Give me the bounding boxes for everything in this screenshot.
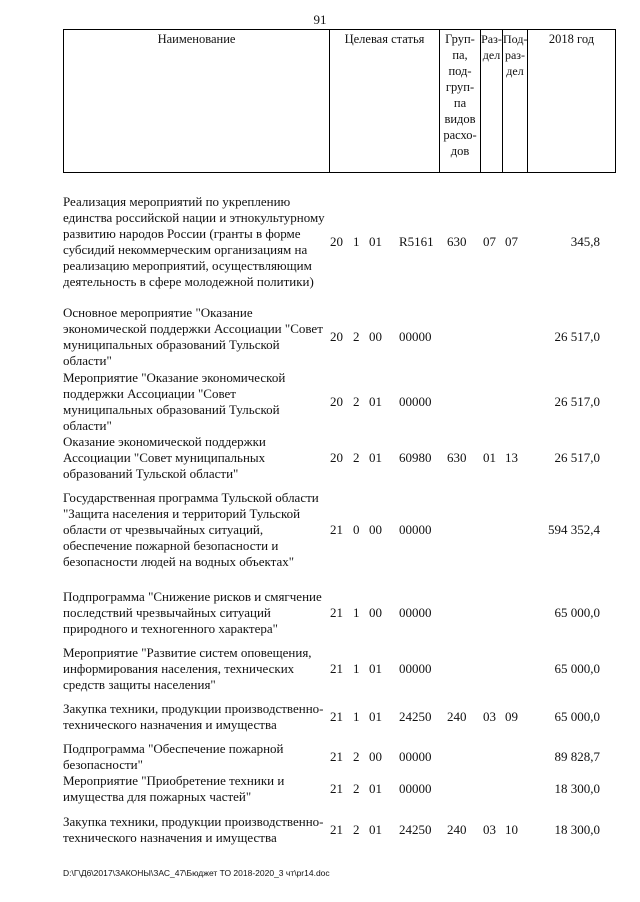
code-subprogram: 1 [353,234,360,249]
code-direction: 24250 [399,822,432,837]
amount: 18 300,0 [554,781,600,796]
table-row [63,814,623,846]
table-row [63,645,623,693]
row-name: Государственная программа Тульской области "Защита населения и территорий Тульской области от чрезвычайных ситуаций, обеспечение пожарной безопасности и безопасности людей на водных объектах" [63,490,319,569]
amount: 26 517,0 [554,450,600,465]
row-name: Закупка техники, продукции производственно-технического назначения и имущества [63,814,324,845]
amount: 26 517,0 [554,394,600,409]
code-event: 01 [369,450,382,465]
code-event: 01 [369,781,382,796]
expense-group: 630 [447,450,467,465]
amount: 65 000,0 [554,605,600,620]
table-row [63,490,623,570]
code-program: 21 [330,749,343,764]
code-program: 21 [330,822,343,837]
code-event: 00 [369,749,382,764]
code-direction: 00000 [399,781,432,796]
table-row [63,773,623,805]
code-subprogram: 2 [353,394,360,409]
row-name: Закупка техники, продукции производственно-технического назначения и имущества [63,701,324,732]
file-path-footer: D:\Г\Д6\2017\ЗАКОНЫ\ЗАС_47\Бюджет ТО 2018-2020_3 чт\рr14.doc [63,868,330,878]
amount: 594 352,4 [548,522,600,537]
section: 03 [483,822,496,837]
code-program: 21 [330,605,343,620]
amount: 65 000,0 [554,709,600,724]
code-subprogram: 1 [353,605,360,620]
page-number: 91 [313,12,327,27]
code-direction: 00000 [399,605,432,620]
header-group: Груп- па, под- груп- па видов расхо- дов [439,30,480,172]
code-direction: 00000 [399,749,432,764]
code-direction: 00000 [399,329,432,344]
table-row [63,741,623,773]
expense-group: 240 [447,822,467,837]
row-name: Подпрограмма "Снижение рисков и смягчение последствий чрезвычайных ситуаций природного и техногенного характера" [63,589,322,636]
code-program: 20 [330,234,343,249]
table-row [63,194,623,290]
row-name: Мероприятие "Оказание экономической поддержки Ассоциации "Совет муниципальных образований Тульской области" [63,370,286,433]
code-event: 00 [369,329,382,344]
code-program: 21 [330,709,343,724]
row-name: Основное мероприятие "Оказание экономической поддержки Ассоциации "Совет муниципальных образований Тульской области" [63,305,323,368]
subsection: 10 [505,822,518,837]
subsection: 09 [505,709,518,724]
header-target: Целевая статья [329,30,439,172]
code-direction: 60980 [399,450,432,465]
code-event: 01 [369,394,382,409]
code-subprogram: 2 [353,450,360,465]
amount: 18 300,0 [554,822,600,837]
section: 07 [483,234,496,249]
code-subprogram: 0 [353,522,360,537]
subsection: 07 [505,234,518,249]
code-subprogram: 2 [353,822,360,837]
expense-group: 630 [447,234,467,249]
code-event: 01 [369,234,382,249]
table-row [63,434,623,482]
table-header [63,29,616,173]
code-direction: 00000 [399,522,432,537]
code-subprogram: 2 [353,749,360,764]
code-direction: 00000 [399,394,432,409]
row-name: Мероприятие "Приобретение техники и имущества для пожарных частей" [63,773,285,804]
row-name: Мероприятие "Развитие систем оповещения, информирования населения, технических средств защиты населения" [63,645,312,692]
header-year: 2018 год [527,30,615,172]
code-event: 01 [369,661,382,676]
amount: 26 517,0 [554,329,600,344]
code-event: 01 [369,822,382,837]
row-name: Реализация мероприятий по укреплению единства российской нации и этнокультурному развитию народов России (гранты в форме субсидий некоммерческим организациям на реализацию мероприятий, осуществляющим деятельность в сфере молодежной политики) [63,194,325,289]
section: 03 [483,709,496,724]
table-row [63,701,623,733]
amount: 345,8 [570,234,600,249]
table-row [63,370,623,434]
code-program: 20 [330,329,343,344]
amount: 65 000,0 [554,661,600,676]
table-row [63,305,623,369]
code-subprogram: 2 [353,781,360,796]
section: 01 [483,450,496,465]
code-event: 00 [369,605,382,620]
code-program: 21 [330,661,343,676]
header-name: Наименование [157,32,236,46]
code-program: 20 [330,394,343,409]
row-name: Подпрограмма "Обеспечение пожарной безопасности" [63,741,284,772]
code-program: 20 [330,450,343,465]
header-subsection: Под- раз- дел [502,30,527,172]
expense-group: 240 [447,709,467,724]
code-event: 01 [369,709,382,724]
table-row [63,589,623,637]
code-subprogram: 2 [353,329,360,344]
code-direction: R5161 [399,234,434,249]
code-program: 21 [330,781,343,796]
subsection: 13 [505,450,518,465]
code-subprogram: 1 [353,661,360,676]
code-program: 21 [330,522,343,537]
header-section: Раз- дел [480,30,502,172]
code-direction: 24250 [399,709,432,724]
code-subprogram: 1 [353,709,360,724]
code-event: 00 [369,522,382,537]
row-name: Оказание экономической поддержки Ассоциации "Совет муниципальных образований Тульской области" [63,434,266,481]
code-direction: 00000 [399,661,432,676]
amount: 89 828,7 [554,749,600,764]
